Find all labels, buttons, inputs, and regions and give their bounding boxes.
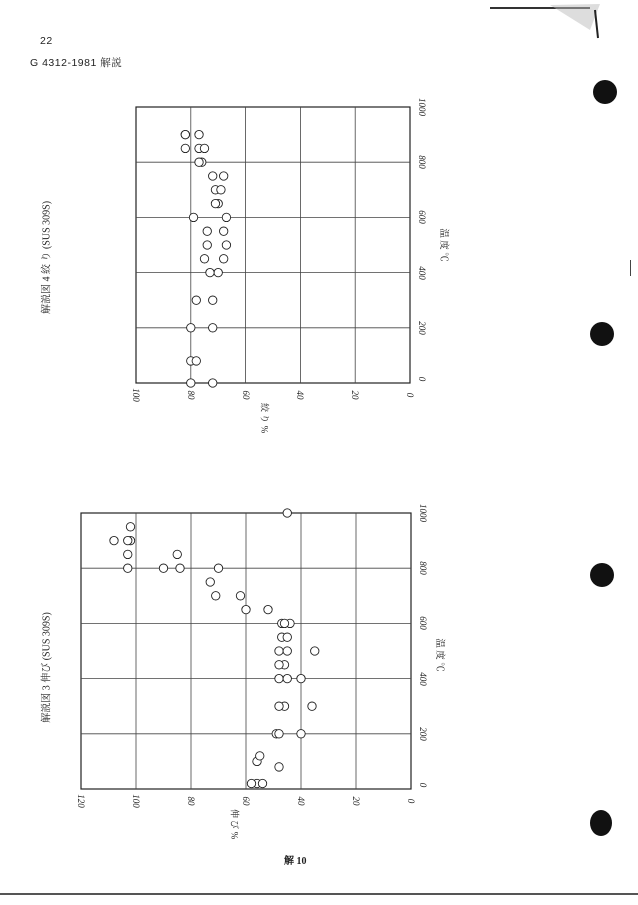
figure4-plot [136, 107, 410, 383]
data-point [275, 661, 283, 669]
data-point [189, 213, 197, 221]
binding-mark [593, 80, 617, 104]
data-point [275, 730, 283, 738]
x-tick-label: 400 [418, 671, 428, 686]
data-point [203, 227, 211, 235]
data-point [256, 752, 264, 760]
data-point [187, 324, 195, 332]
figure3-plot [81, 513, 411, 789]
data-point [219, 227, 227, 235]
data-point [275, 763, 283, 771]
figure4-ylabel [258, 402, 270, 435]
ylabel-char: % [259, 425, 270, 434]
data-point [124, 564, 132, 572]
page-footer-label: 解 10 [284, 856, 307, 867]
y-tick-label: 0 [406, 798, 416, 804]
data-point [275, 702, 283, 710]
figure4-xlabel: 温 度 ℃ [438, 228, 448, 262]
data-point [195, 130, 203, 138]
data-point [297, 730, 305, 738]
data-point [297, 674, 305, 682]
data-point [212, 592, 220, 600]
data-point [242, 605, 250, 613]
x-tick-label: 1000 [417, 98, 427, 116]
data-point [283, 509, 291, 517]
data-point [209, 379, 217, 387]
data-point [206, 578, 214, 586]
y-tick-label: 120 [76, 794, 86, 808]
ylabel-char: 伸 [229, 808, 240, 818]
ylabel-char: び [229, 819, 240, 829]
x-tick-label: 200 [417, 321, 427, 335]
binding-mark [590, 810, 612, 836]
data-point [209, 324, 217, 332]
data-point [217, 186, 225, 194]
binding-mark [590, 563, 614, 587]
y-tick-label: 40 [295, 390, 306, 400]
data-point [173, 550, 181, 558]
data-point [280, 619, 288, 627]
data-point [214, 564, 222, 572]
data-point [159, 564, 167, 572]
data-point [275, 647, 283, 655]
data-point [283, 674, 291, 682]
x-tick-label: 400 [417, 265, 427, 280]
figure4-title: 解説図 4 絞 り (SUS 309S) [41, 200, 53, 315]
data-point [124, 550, 132, 558]
y-tick-label: 0 [405, 392, 415, 398]
x-tick-label: 1000 [418, 504, 428, 522]
data-point [181, 144, 189, 152]
y-tick-label: 80 [185, 390, 196, 400]
data-point [283, 633, 291, 641]
data-point [222, 213, 230, 221]
data-point [200, 144, 208, 152]
data-point [308, 702, 316, 710]
data-point [176, 564, 184, 572]
figure3-ylabel [228, 808, 240, 841]
data-point [264, 605, 272, 613]
x-tick-label: 0 [418, 782, 428, 788]
data-point [209, 172, 217, 180]
data-point [126, 523, 134, 531]
data-point [203, 241, 211, 249]
data-point [195, 158, 203, 166]
figure3-xlabel: 温 度 ℃ [434, 638, 444, 672]
data-point [110, 536, 118, 544]
ylabel-char: 絞 [259, 402, 270, 412]
data-point [181, 130, 189, 138]
data-point [211, 199, 219, 207]
x-tick-label: 800 [418, 561, 428, 575]
data-point [214, 268, 222, 276]
y-tick-label: 80 [186, 796, 196, 806]
data-point [219, 172, 227, 180]
x-tick-label: 600 [417, 210, 427, 225]
data-point [283, 647, 291, 655]
y-tick-label: 60 [240, 390, 251, 400]
ylabel-char: % [229, 831, 240, 840]
data-point [206, 268, 214, 276]
y-tick-label: 40 [296, 796, 306, 806]
data-point [236, 592, 244, 600]
plot-frame [136, 107, 410, 383]
data-point [192, 357, 200, 365]
data-point [222, 241, 230, 249]
binding-mark [590, 322, 614, 346]
x-tick-label: 600 [418, 616, 428, 631]
x-tick-label: 200 [418, 727, 428, 741]
x-tick-label: 800 [417, 155, 427, 169]
page-number: 22 [40, 35, 53, 47]
data-point [275, 674, 283, 682]
bottom-rule [0, 893, 638, 895]
data-point [124, 536, 132, 544]
data-point [247, 779, 255, 787]
y-tick-label: 20 [350, 390, 361, 400]
y-tick-label: 100 [131, 794, 141, 808]
x-tick-label: 0 [417, 376, 427, 382]
y-tick-label: 100 [131, 388, 141, 402]
ylabel-char: り [259, 413, 270, 423]
data-point [200, 255, 208, 263]
y-tick-label: 20 [351, 796, 361, 806]
data-point [258, 779, 266, 787]
data-point [209, 296, 217, 304]
y-tick-label: 60 [241, 796, 251, 806]
scan-artifact [480, 0, 638, 40]
data-point [187, 379, 195, 387]
data-point [311, 647, 319, 655]
figure3-title: 解説図 3 伸び (SUS 309S) [41, 612, 53, 723]
standard-header: G 4312-1981 解説 [30, 57, 123, 69]
scan-mark [630, 260, 631, 276]
data-point [192, 296, 200, 304]
data-point [219, 255, 227, 263]
